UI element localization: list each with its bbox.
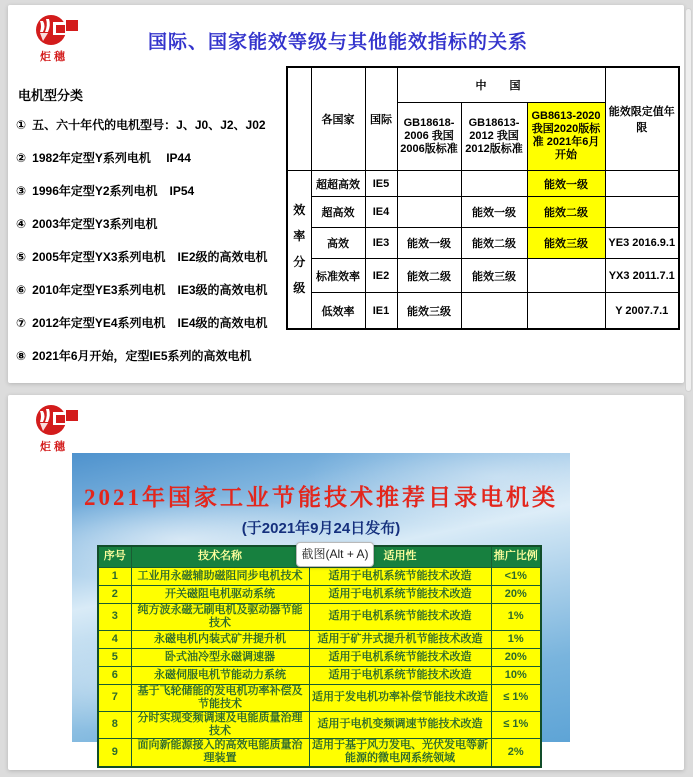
scrollbar-thumb[interactable] <box>685 8 692 392</box>
name-cell: 开关磁阻电机驱动系统 <box>131 585 309 603</box>
item-text: 五、六十年代的电机型号：J、J0、J2、J02 <box>32 118 266 132</box>
torch-flame-icon <box>30 13 78 47</box>
ratio-cell: ≤ 1% <box>491 684 541 711</box>
item-text: 2005年定型YX3系列电机 IE2级的高效电机 <box>32 250 268 264</box>
technology-catalog-table <box>97 545 542 768</box>
screenshot-tooltip: 截图(Alt + A) <box>296 542 374 567</box>
corner-cell <box>287 67 311 170</box>
index-cell: 7 <box>98 684 131 711</box>
item-text: 2012年定型YE4系列电机 IE4级的高效电机 <box>32 316 268 330</box>
applicability-cell: 适用于电机系统节能技术改造 <box>309 648 491 666</box>
gb2006-cell: 能效一级 <box>397 228 461 259</box>
list-item <box>16 316 288 330</box>
document-page-2 <box>8 395 684 770</box>
gb2006-cell <box>397 197 461 228</box>
ratio-cell: 1% <box>491 603 541 630</box>
index-cell: 4 <box>98 630 131 648</box>
item-number: ⑤ <box>16 250 27 264</box>
name-cell: 卧式油冷型永磁调速器 <box>131 648 309 666</box>
grade-cell: 标准效率 <box>311 259 365 293</box>
gb2006-cell: 能效三级 <box>397 293 461 329</box>
logo-text: 炬穗 <box>40 441 68 453</box>
index-cell: 9 <box>98 738 131 767</box>
table-row <box>98 711 541 738</box>
list-item <box>16 118 288 132</box>
table-row <box>98 738 541 767</box>
table-row <box>98 666 541 684</box>
ratio-cell: 20% <box>491 585 541 603</box>
motor-classification-list <box>16 85 288 382</box>
year-cell: YX3 2011.7.1 <box>605 259 679 293</box>
list-heading: 电机型分类 <box>18 88 84 103</box>
index-cell: 3 <box>98 603 131 630</box>
index-cell: 8 <box>98 711 131 738</box>
index-cell: 1 <box>98 567 131 585</box>
gb2006-cell <box>397 170 461 197</box>
index-cell: 5 <box>98 648 131 666</box>
year-cell <box>605 170 679 197</box>
company-logo <box>24 13 84 64</box>
table-row <box>98 648 541 666</box>
ratio-cell: ≤ 1% <box>491 711 541 738</box>
gb2020-cell <box>527 293 605 329</box>
gb2020-cell: 能效二级 <box>527 197 605 228</box>
item-number: ④ <box>16 217 27 231</box>
list-item <box>16 250 288 264</box>
col-header-applicability: 适用性 <box>309 546 491 567</box>
logo-text: 炬穗 <box>40 51 68 63</box>
col-header-ratio: 推广比例 <box>491 546 541 567</box>
torch-flame-icon <box>30 403 78 437</box>
header-year-limit: 能效限定值年限 <box>605 67 679 170</box>
header-country: 各国家 <box>311 67 365 170</box>
table-row <box>98 684 541 711</box>
list-item <box>16 151 288 165</box>
item-text: 2010年定型YE3系列电机 IE3级的高效电机 <box>32 283 268 297</box>
header-china: 中 国 <box>397 67 605 102</box>
row-group-label: 效率分级 <box>287 170 311 329</box>
name-cell: 基于飞轮储能的发电机功率补偿及节能技术 <box>131 684 309 711</box>
col-header-index: 序号 <box>98 546 131 567</box>
ratio-cell: 2% <box>491 738 541 767</box>
table-row <box>98 567 541 585</box>
company-logo <box>24 403 84 454</box>
applicability-cell: 适用于基于风力发电、光伏发电等新能源的微电网系统领域 <box>309 738 491 767</box>
item-number: ② <box>16 151 27 165</box>
item-text: 2021年6月开始，定型IE5系列的高效电机 <box>32 349 252 363</box>
item-text: 1982年定型Y系列电机 IP44 <box>32 151 191 165</box>
item-number: ③ <box>16 184 27 198</box>
gb2012-cell: 能效二级 <box>461 228 527 259</box>
item-number: ① <box>16 118 27 132</box>
gb2020-cell: 能效三级 <box>527 228 605 259</box>
table-row <box>98 603 541 630</box>
gb2012-cell <box>461 170 527 197</box>
gb2006-cell: 能效二级 <box>397 259 461 293</box>
gb2012-cell <box>461 293 527 329</box>
year-cell: Y 2007.7.1 <box>605 293 679 329</box>
catalog-title: 2021年国家工业节能技术推荐目录电机类 <box>84 485 558 510</box>
index-cell: 2 <box>98 585 131 603</box>
gb2012-cell: 能效一级 <box>461 197 527 228</box>
ie-cell: IE5 <box>365 170 397 197</box>
document-page-1 <box>8 5 684 383</box>
table-row <box>98 585 541 603</box>
applicability-cell: 适用于发电机功率补偿节能技术改造 <box>309 684 491 711</box>
ie-cell: IE1 <box>365 293 397 329</box>
item-number: ⑧ <box>16 349 27 363</box>
name-cell: 面向新能源接入的高效电能质量治理装置 <box>131 738 309 767</box>
name-cell: 永磁伺服电机节能动力系统 <box>131 666 309 684</box>
applicability-cell: 适用于电机系统节能技术改造 <box>309 567 491 585</box>
applicability-cell: 适用于电机系统节能技术改造 <box>309 666 491 684</box>
header-std-2020: GB8613-2020 我国2020版标准 2021年6月开始 <box>527 102 605 170</box>
gb2012-cell: 能效三级 <box>461 259 527 293</box>
col-header-name: 技术名称 <box>131 546 309 567</box>
grade-cell: 高效 <box>311 228 365 259</box>
header-std-2006: GB18618-2006 我国2006版标准 <box>397 102 461 170</box>
grade-cell: 超高效 <box>311 197 365 228</box>
applicability-cell: 适用于矿井式提升机节能技术改造 <box>309 630 491 648</box>
energy-efficiency-table <box>286 66 680 330</box>
item-text: 1996年定型Y2系列电机 IP54 <box>32 184 195 198</box>
item-number: ⑥ <box>16 283 27 297</box>
catalog-subtitle: (于2021年9月24日发布) <box>241 520 401 537</box>
item-text: 2003年定型Y3系列电机 <box>32 217 158 231</box>
slide-title: 国际、国家能效等级与其他能效指标的关系 <box>147 32 528 53</box>
ie-cell: IE3 <box>365 228 397 259</box>
grade-cell: 超超高效 <box>311 170 365 197</box>
header-international: 国际 <box>365 67 397 170</box>
ie-cell: IE2 <box>365 259 397 293</box>
table-row <box>98 630 541 648</box>
name-cell: 纯方波永磁无刷电机及驱动器节能技术 <box>131 603 309 630</box>
item-number: ⑦ <box>16 316 27 330</box>
gb2020-cell: 能效一级 <box>527 170 605 197</box>
ratio-cell: <1% <box>491 567 541 585</box>
applicability-cell: 适用于电机系统节能技术改造 <box>309 603 491 630</box>
name-cell: 分时实现变频调速及电能质量治理技术 <box>131 711 309 738</box>
index-cell: 6 <box>98 666 131 684</box>
gb2020-cell <box>527 259 605 293</box>
year-cell <box>605 197 679 228</box>
applicability-cell: 适用于电机系统节能技术改造 <box>309 585 491 603</box>
ratio-cell: 20% <box>491 648 541 666</box>
scrollbar[interactable] <box>684 0 693 777</box>
name-cell: 永磁电机内装式矿井提升机 <box>131 630 309 648</box>
ratio-cell: 10% <box>491 666 541 684</box>
year-cell: YE3 2016.9.1 <box>605 228 679 259</box>
grade-cell: 低效率 <box>311 293 365 329</box>
header-std-2012: GB18613-2012 我国2012版标准 <box>461 102 527 170</box>
name-cell: 工业用永磁辅助磁阻同步电机技术 <box>131 567 309 585</box>
ratio-cell: 1% <box>491 630 541 648</box>
list-item <box>16 184 288 198</box>
catalog-image <box>72 453 570 765</box>
ie-cell: IE4 <box>365 197 397 228</box>
list-item <box>16 283 288 297</box>
list-item <box>16 217 288 231</box>
applicability-cell: 适用于电机变频调速节能技术改造 <box>309 711 491 738</box>
list-item <box>16 349 288 363</box>
